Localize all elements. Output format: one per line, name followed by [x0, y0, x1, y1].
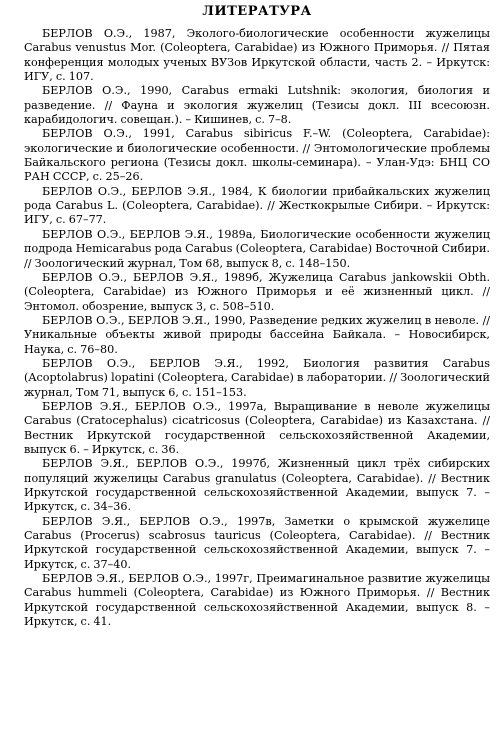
reference-entry: БЕРЛОВ О.Э., БЕРЛОВ Э.Я., 1984, К биологии прибайкальских жужелиц рода Carabus L. (Coleoptera, Carabidae). // Жесткокрылые Сибири. – Иркутск: ИГУ, с. 67–77.	[24, 184, 490, 227]
reference-entry: БЕРЛОВ Э.Я., БЕРЛОВ О.Э., 1997г, Преимагинальное развитие жужелицы Carabus hummeli (Coleoptera, Carabidae) из Южного Приморья. // Вестник Иркутской государственной сельскохозяйственной Академии, выпуск 8. – Иркутск, с. 41.	[24, 572, 490, 629]
reference-entry: БЕРЛОВ Э.Я., БЕРЛОВ О.Э., 1997б, Жизненный цикл трёх сибирских популяций жужелицы Carabus granulatus (Coleoptera, Carabidae). // Вестник Иркутской государственной сельскохозяйственной Академии, выпуск 7. – Иркутск, с. 34–36.	[24, 457, 490, 514]
reference-entry: БЕРЛОВ О.Э., БЕРЛОВ Э.Я., 1989а, Биологические особенности жужелиц подрода Hemicarabus рода Carabus (Coleoptera, Carabidae) Восточной Сибири. // Зоологический журнал, Том 68, выпуск 8, с. 148–150.	[24, 227, 490, 270]
page-title: ЛИТЕРАТУРА	[202, 4, 312, 19]
reference-entry: БЕРЛОВ О.Э., 1991, Carabus sibiricus F.–W. (Coleoptera, Carabidae): экологические и биологические особенности. // Энтомологические проблемы Байкальского региона (Тезисы докл. школы-семинара). – Улан-Удэ: БНЦ СО РАН СССР, с. 25–26.	[24, 127, 490, 184]
reference-list	[24, 27, 490, 629]
reference-entry: БЕРЛОВ О.Э., БЕРЛОВ Э.Я., 1989б, Жужелица Carabus jankowskii Obth. (Coleoptera, Carabidae) из Южного Приморья и её жизненный цикл. // Энтомол. обозрение, выпуск 3, с. 508–510.	[24, 270, 490, 313]
reference-entry: БЕРЛОВ О.Э., 1987, Эколого-биологические особенности жужелицы Carabus venustus Mor. (Coleoptera, Carabidae) из Южного Приморья. // Пятая конференция молодых ученых ВУЗов Иркутской области, часть 2. – Иркутск: ИГУ, с. 107.	[24, 27, 490, 84]
reference-entry: БЕРЛОВ О.Э., 1990, Carabus ermaki Lutshnik: экология, биология и разведение. // Фауна и экология жужелиц (Тезисы докл. III всесоюзн. карабидологич. совещан.). – Кишинев, с. 7–8.	[24, 84, 490, 127]
reference-entry: БЕРЛОВ О.Э., БЕРЛОВ Э.Я., 1990, Разведение редких жужелиц в неволе. // Уникальные объекты живой природы бассейна Байкала. – Новосибирск, Наука, с. 76–80.	[24, 313, 490, 356]
reference-entry: БЕРЛОВ Э.Я., БЕРЛОВ О.Э., 1997а, Выращивание в неволе жужелицы Carabus (Cratocephalus) cicatricosus (Coleoptera, Carabidae) из Казахстана. // Вестник Иркутской государственной сельскохозяйственной Академии, выпуск 6. – Иркутск, с. 36.	[24, 399, 490, 456]
reference-entry: БЕРЛОВ Э.Я., БЕРЛОВ О.Э., 1997в, Заметки о крымской жужелице Carabus (Procerus) scabrosus tauricus (Coleoptera, Carabidae). // Вестник Иркутской государственной сельскохозяйственной Академии, выпуск 7. – Иркутск, с. 37–40.	[24, 514, 490, 571]
reference-entry: БЕРЛОВ О.Э., БЕРЛОВ Э.Я., 1992, Биология развития Carabus (Acoptolabrus) lopatini (Coleoptera, Carabidae) в лаборатории. // Зоологический журнал, Том 71, выпуск 6, с. 151–153.	[24, 356, 490, 399]
